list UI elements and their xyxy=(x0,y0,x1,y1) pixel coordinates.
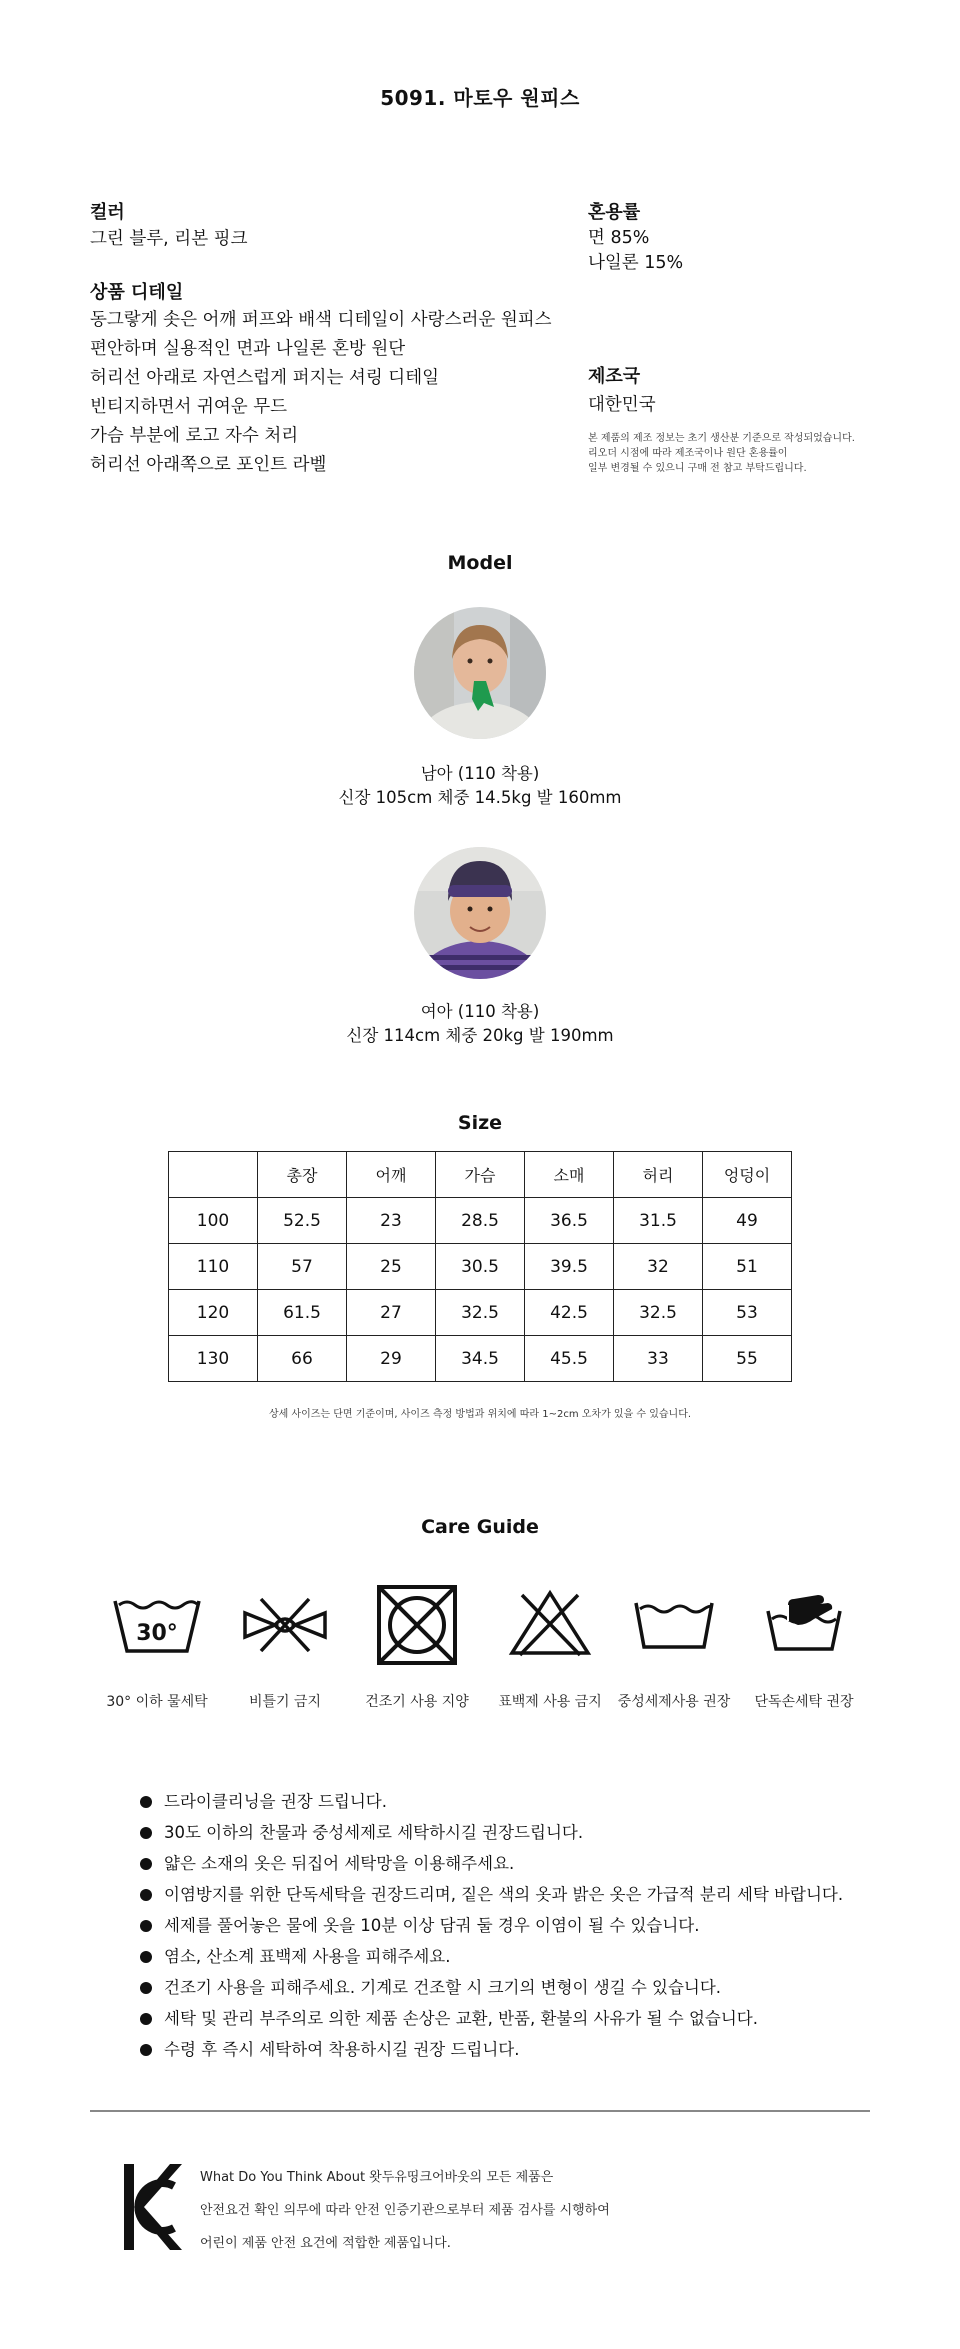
divider xyxy=(90,2110,870,2112)
size-header-cell xyxy=(169,1152,258,1198)
care-bullet xyxy=(136,1941,896,1972)
boy-model-line2: 신장 105cm 체중 14.5kg 발 160mm xyxy=(338,788,622,807)
size-row xyxy=(169,1198,792,1244)
bullet-dot xyxy=(140,1951,152,1963)
size-cell: 33 xyxy=(614,1336,703,1382)
size-row xyxy=(169,1290,792,1336)
detail-label: 상품 디테일 xyxy=(90,282,184,303)
size-cell: 28.5 xyxy=(436,1198,525,1244)
care-bullet xyxy=(136,1879,896,1910)
care-bullet-text: 이염방지를 위한 단독세탁을 권장드리며, 짙은 색의 옷과 밝은 옷은 가급적 분리 세탁 바랍니다. xyxy=(164,1885,844,1904)
care-bullets xyxy=(136,1786,896,2065)
care-label: 표백제 사용 금지 xyxy=(498,1694,602,1710)
bullet-dot xyxy=(140,2013,152,2025)
care-bullet xyxy=(136,2003,896,2034)
care-bullet-text: 세제를 풀어놓은 물에 옷을 10분 이상 담궈 둘 경우 이염이 될 수 있습니다. xyxy=(164,1916,700,1935)
size-header-cell: 총장 xyxy=(258,1152,347,1198)
wash-temp: 30° xyxy=(136,1621,178,1646)
blend-list xyxy=(588,226,683,276)
bullet-dot xyxy=(140,1920,152,1932)
care-item-wash xyxy=(97,1595,217,1711)
detail-line: 편안하며 실용적인 면과 나일론 혼방 원단 xyxy=(90,339,406,359)
size-cell: 57 xyxy=(258,1244,347,1290)
origin-note-line: 일부 변경될 수 있으니 구매 전 참고 부탁드립니다. xyxy=(588,463,807,474)
size-header-cell: 허리 xyxy=(614,1152,703,1198)
size-table xyxy=(168,1151,792,1382)
size-header-cell: 엉덩이 xyxy=(703,1152,792,1198)
kc-line: 어린이 제품 안전 요건에 적합한 제품입니다. xyxy=(200,2236,451,2251)
size-cell: 32 xyxy=(614,1244,703,1290)
size-header-cell: 가슴 xyxy=(436,1152,525,1198)
blend-line: 나일론 15% xyxy=(588,253,684,273)
neutral-detergent-icon xyxy=(628,1595,720,1655)
size-cell: 25 xyxy=(347,1244,436,1290)
care-bullet-text: 염소, 산소계 표백제 사용을 피해주세요. xyxy=(164,1947,451,1966)
origin-note xyxy=(588,431,855,476)
care-bullet-text: 건조기 사용을 피해주세요. 기계로 건조할 시 크기의 변형이 생길 수 있습니다. xyxy=(164,1978,722,1997)
care-label: 중성세제사용 권장 xyxy=(617,1694,731,1710)
product-title: 5091. 마토우 원피스 xyxy=(380,86,580,110)
blend-label: 혼용률 xyxy=(588,202,641,223)
care-label: 건조기 사용 지양 xyxy=(365,1694,469,1710)
size-cell: 55 xyxy=(703,1336,792,1382)
care-label: 30° 이하 물세탁 xyxy=(106,1694,208,1710)
size-cell: 100 xyxy=(169,1198,258,1244)
detail-line: 가슴 부분에 로고 자수 처리 xyxy=(90,426,299,446)
size-note: 상세 사이즈는 단면 기준이며, 사이즈 측정 방법과 위치에 따라 1~2cm 오차가 있을 수 있습니다. xyxy=(268,1409,692,1420)
detail-line: 빈티지하면서 귀여운 무드 xyxy=(90,397,288,417)
detail-line: 허리선 아래쪽으로 포인트 라벨 xyxy=(90,455,327,475)
size-cell: 29 xyxy=(347,1336,436,1382)
care-bullet-text: 드라이클리닝을 권장 드립니다. xyxy=(164,1792,387,1811)
no-wring-icon xyxy=(239,1595,331,1655)
size-row xyxy=(169,1244,792,1290)
care-bullet xyxy=(136,2034,896,2065)
size-cell: 32.5 xyxy=(436,1290,525,1336)
size-cell: 39.5 xyxy=(525,1244,614,1290)
no-bleach-icon xyxy=(504,1589,596,1659)
boy-model-line1: 남아 (110 착용) xyxy=(420,764,540,783)
care-bullet-text: 수령 후 즉시 세탁하여 착용하시길 권장 드립니다. xyxy=(164,2040,520,2059)
girl-model-line2: 신장 114cm 체중 20kg 발 190mm xyxy=(346,1026,614,1045)
origin-note-line: 본 제품의 제조 정보는 초기 생산분 기준으로 작성되었습니다. xyxy=(588,433,855,444)
no-tumble-dry-icon xyxy=(371,1585,463,1665)
bullet-dot xyxy=(140,2044,152,2056)
care-bullet xyxy=(136,1910,896,1941)
size-cell: 45.5 xyxy=(525,1336,614,1382)
girl-model-photo xyxy=(414,847,546,979)
size-header-cell: 어깨 xyxy=(347,1152,436,1198)
size-cell: 110 xyxy=(169,1244,258,1290)
model-title: Model xyxy=(447,552,513,574)
size-row xyxy=(169,1336,792,1382)
care-title: Care Guide xyxy=(421,1516,539,1538)
detail-list xyxy=(90,306,552,480)
size-cell: 61.5 xyxy=(258,1290,347,1336)
girl-model-info xyxy=(0,1000,960,1048)
care-bullet xyxy=(136,1848,896,1879)
kc-mark xyxy=(122,2160,184,2258)
kc-line: 안전요건 확인 의무에 따라 안전 인증기관으로부터 제품 검사를 시행하여 xyxy=(200,2203,610,2218)
blend-line: 면 85% xyxy=(588,228,650,248)
color-value: 그린 블루, 리본 핑크 xyxy=(90,229,248,249)
care-bullet-text: 세탁 및 관리 부주의로 의한 제품 손상은 교환, 반품, 환불의 사유가 될 수 없습니다. xyxy=(164,2009,758,2028)
bullet-dot xyxy=(140,1827,152,1839)
size-cell: 120 xyxy=(169,1290,258,1336)
size-header-row xyxy=(169,1152,792,1198)
care-bullet-text: 30도 이하의 찬물과 중성세제로 세탁하시길 권장드립니다. xyxy=(164,1823,584,1842)
size-cell: 32.5 xyxy=(614,1290,703,1336)
care-bullet xyxy=(136,1972,896,2003)
care-item-no-dryer xyxy=(357,1595,477,1711)
size-cell: 23 xyxy=(347,1198,436,1244)
wash-30-icon xyxy=(111,1595,203,1655)
size-cell: 36.5 xyxy=(525,1198,614,1244)
size-title: Size xyxy=(457,1112,503,1134)
care-label: 단독손세탁 권장 xyxy=(754,1694,854,1710)
detail-line: 허리선 아래로 자연스럽게 퍼지는 셔링 디테일 xyxy=(90,368,440,388)
care-item-neutral-detergent xyxy=(614,1595,734,1711)
size-cell: 30.5 xyxy=(436,1244,525,1290)
hand-wash-icon xyxy=(758,1589,850,1655)
origin-value: 대한민국 xyxy=(588,395,656,415)
care-item-no-wring xyxy=(225,1595,345,1711)
girl-model-line1: 여아 (110 착용) xyxy=(420,1002,540,1021)
size-cell: 130 xyxy=(169,1336,258,1382)
color-label: 컬러 xyxy=(90,202,125,223)
size-header-cell: 소매 xyxy=(525,1152,614,1198)
care-bullet xyxy=(136,1786,896,1817)
size-cell: 34.5 xyxy=(436,1336,525,1382)
size-cell: 27 xyxy=(347,1290,436,1336)
origin-note-line: 리오더 시점에 따라 제조국이나 원단 혼용률이 xyxy=(588,448,788,459)
size-cell: 42.5 xyxy=(525,1290,614,1336)
care-bullet xyxy=(136,1817,896,1848)
bullet-dot xyxy=(140,1982,152,1994)
size-cell: 66 xyxy=(258,1336,347,1382)
care-item-no-bleach xyxy=(490,1595,610,1711)
boy-model-photo xyxy=(414,607,546,739)
size-cell: 53 xyxy=(703,1290,792,1336)
detail-line: 동그랗게 솟은 어깨 퍼프와 배색 디테일이 사랑스러운 원피스 xyxy=(90,310,552,330)
bullet-dot xyxy=(140,1889,152,1901)
size-cell: 31.5 xyxy=(614,1198,703,1244)
bullet-dot xyxy=(140,1796,152,1808)
size-cell: 51 xyxy=(703,1244,792,1290)
origin-label: 제조국 xyxy=(588,366,641,387)
care-bullet-text: 얇은 소재의 옷은 뒤집어 세탁망을 이용해주세요. xyxy=(164,1854,515,1873)
size-cell: 49 xyxy=(703,1198,792,1244)
kc-line: What Do You Think About 왓두유띵크어바웃의 모든 제품은 xyxy=(200,2170,554,2185)
care-item-hand-wash xyxy=(744,1595,864,1711)
bullet-dot xyxy=(140,1858,152,1870)
boy-model-info xyxy=(0,762,960,810)
care-label: 비틀기 금지 xyxy=(248,1694,322,1710)
size-cell: 52.5 xyxy=(258,1198,347,1244)
kc-certification-icon xyxy=(122,2160,184,2254)
